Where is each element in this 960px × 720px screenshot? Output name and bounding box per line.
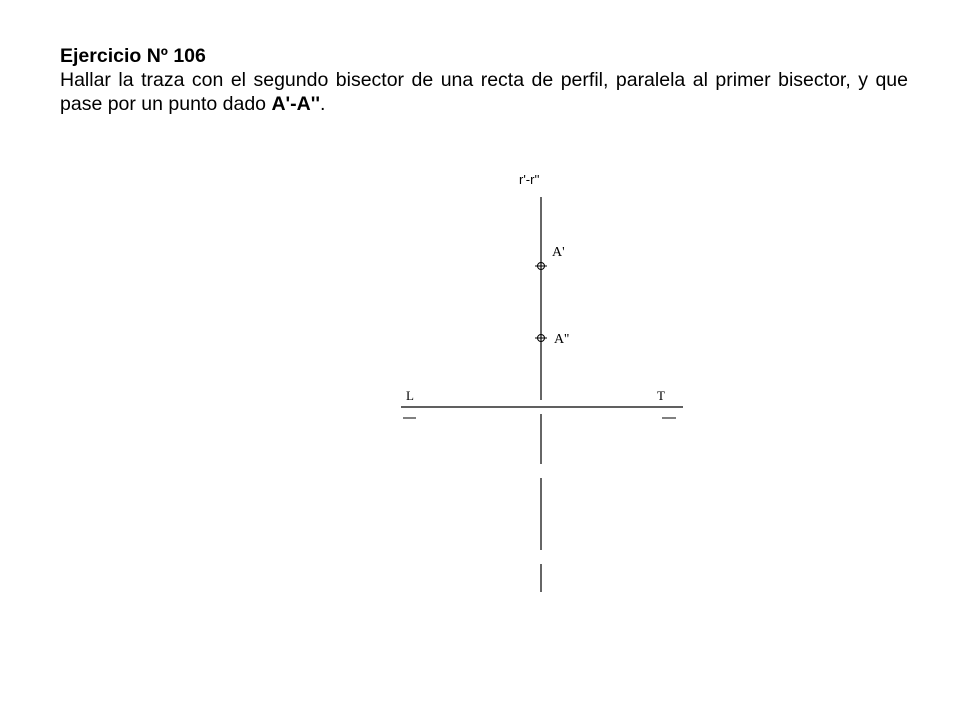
profile-line-label: r'-r'' — [519, 172, 540, 187]
exercise-title: Ejercicio Nº 106 — [60, 45, 206, 67]
point-a2-label: A'' — [554, 332, 570, 347]
exercise-text-suffix: . — [320, 93, 326, 115]
exercise-point-name: A'-A'' — [271, 93, 321, 115]
ground-line-left-label: L — [406, 388, 414, 403]
ground-line-right-label: T — [657, 388, 665, 403]
exercise-text-prefix: Hallar la traza con el segundo bisector de una recta de perfil, paralela al primer bisector, y que pase por un punto dado — [60, 69, 908, 115]
point-a1-label: A' — [552, 245, 565, 260]
